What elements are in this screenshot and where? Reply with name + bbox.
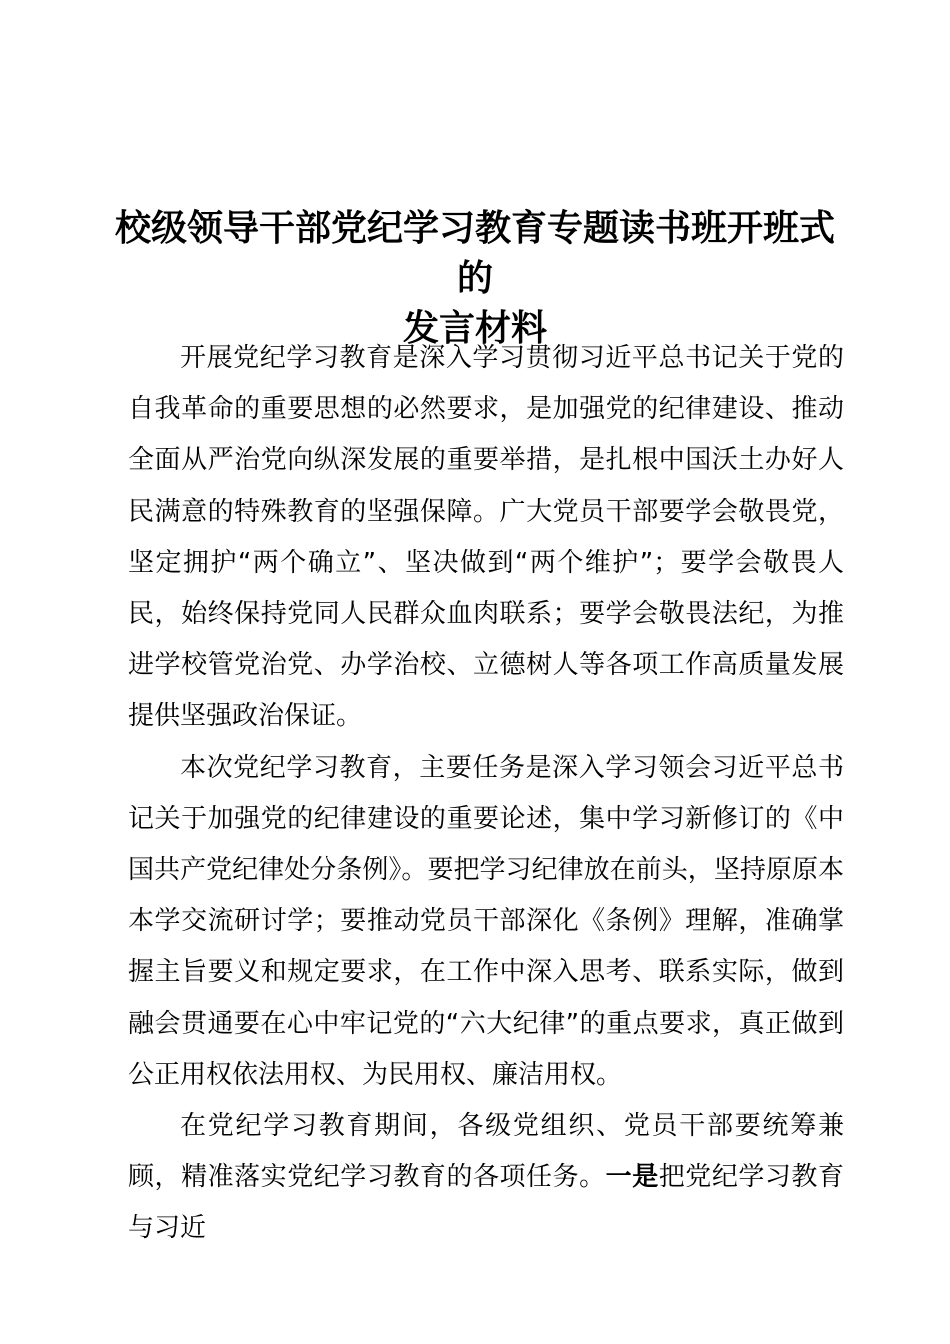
title-line-1: 校级领导干部党纪学习教育专题读书班开班式的 — [114, 208, 835, 299]
paragraph-3-tail: 把党纪学习教育与习近 — [128, 1162, 844, 1244]
document-body — [128, 333, 844, 1255]
paragraph-3-lead: 在党纪学习教育期间，各级党组织、党员干部要统筹兼顾，精准落实党纪学习教育的各项任务。 — [128, 1111, 844, 1193]
paragraph-3 — [128, 1101, 844, 1255]
paragraph-1: 开展党纪学习教育是深入学习贯彻习近平总书记关于党的自我革命的重要思想的必然要求，是加强党的纪律建设、推动全面从严治党向纵深发展的重要举措，是扎根中国沃土办好人民满意的特殊教育的坚强保障。广大党员干部要学会敬畏党，坚定拥护“两个确立”、坚决做到“两个维护”；要学会敬畏人民，始终保持党同人民群众血肉联系；要学会敬畏法纪，为推进学校管党治党、办学治校、立德树人等各项工作高质量发展提供坚强政治保证。 — [128, 343, 844, 732]
document-title — [110, 204, 840, 354]
title-line-2: 发言材料 — [402, 308, 547, 349]
paragraph-2: 本次党纪学习教育，主要任务是深入学习领会习近平总书记关于加强党的纪律建设的重要论述，集中学习新修订的《中国共产党纪律处分条例》。要把学习纪律放在前头，坚持原原本本学交流研讨学；要推动党员干部深化《条例》理解，准确掌握主旨要义和规定要求，在工作中深入思考、联系实际，做到融会贯通要在心中牢记党的“六大纪律”的重点要求，真正做到公正用权依法用权、为民用权、廉洁用权。 — [128, 752, 844, 1090]
paragraph-3-bold-marker: 一是 — [605, 1162, 659, 1193]
